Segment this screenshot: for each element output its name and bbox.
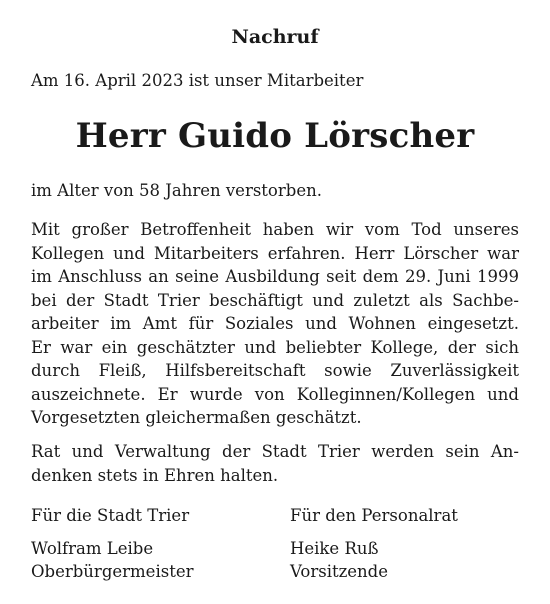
intro-line: Am 16. April 2023 ist unser Mitarbeiter (31, 71, 364, 90)
signature-left-role: Oberbürgermeister (31, 562, 194, 581)
body-paragraph (31, 218, 519, 430)
closing-paragraph (31, 440, 519, 487)
body-line: Er war ein geschätzter und beliebter Kollege, der sich (31, 337, 519, 357)
deceased-name: Herr Guido Lörscher (75, 116, 475, 156)
closing-line: denken stets in Ehren halten. (31, 465, 279, 485)
age-line: im Alter von 58 Jahren verstorben. (31, 181, 322, 200)
signature-right-role: Vorsitzende (290, 562, 389, 581)
signature-left-name: Wolfram Leibe (31, 539, 154, 558)
signature-right-name: Heike Ruß (290, 539, 379, 558)
body-line: Vorgesetzten gleichermaßen geschätzt. (31, 408, 362, 427)
body-line: Kollegen und Mitarbeiters erfahren. Herr Lörscher war (31, 243, 519, 263)
signature-left-organization: Für die Stadt Trier (31, 506, 190, 525)
signature-right-organization: Für den Personalrat (290, 506, 458, 525)
body-line: Mit großer Betroffenheit haben wir vom Tod unseres (31, 220, 519, 239)
body-line: im Anschluss an seine Ausbildung seit dem 29. Juni 1999 (31, 267, 519, 286)
body-line: bei der Stadt Trier beschäftigt und zuletzt als Sachbe- (31, 290, 519, 310)
closing-line: Rat und Verwaltung der Stadt Trier werden sein An- (31, 442, 519, 461)
body-line: arbeiter im Amt für Soziales und Wohnen eingesetzt. (31, 314, 519, 333)
notice-heading: Nachruf (231, 26, 319, 48)
body-line: durch Fleiß, Hilfsbereitschaft sowie Zuverlässigkeit (31, 361, 519, 380)
body-line: auszeichnete. Er wurde von Kolleginnen/Kollegen und (31, 384, 519, 404)
